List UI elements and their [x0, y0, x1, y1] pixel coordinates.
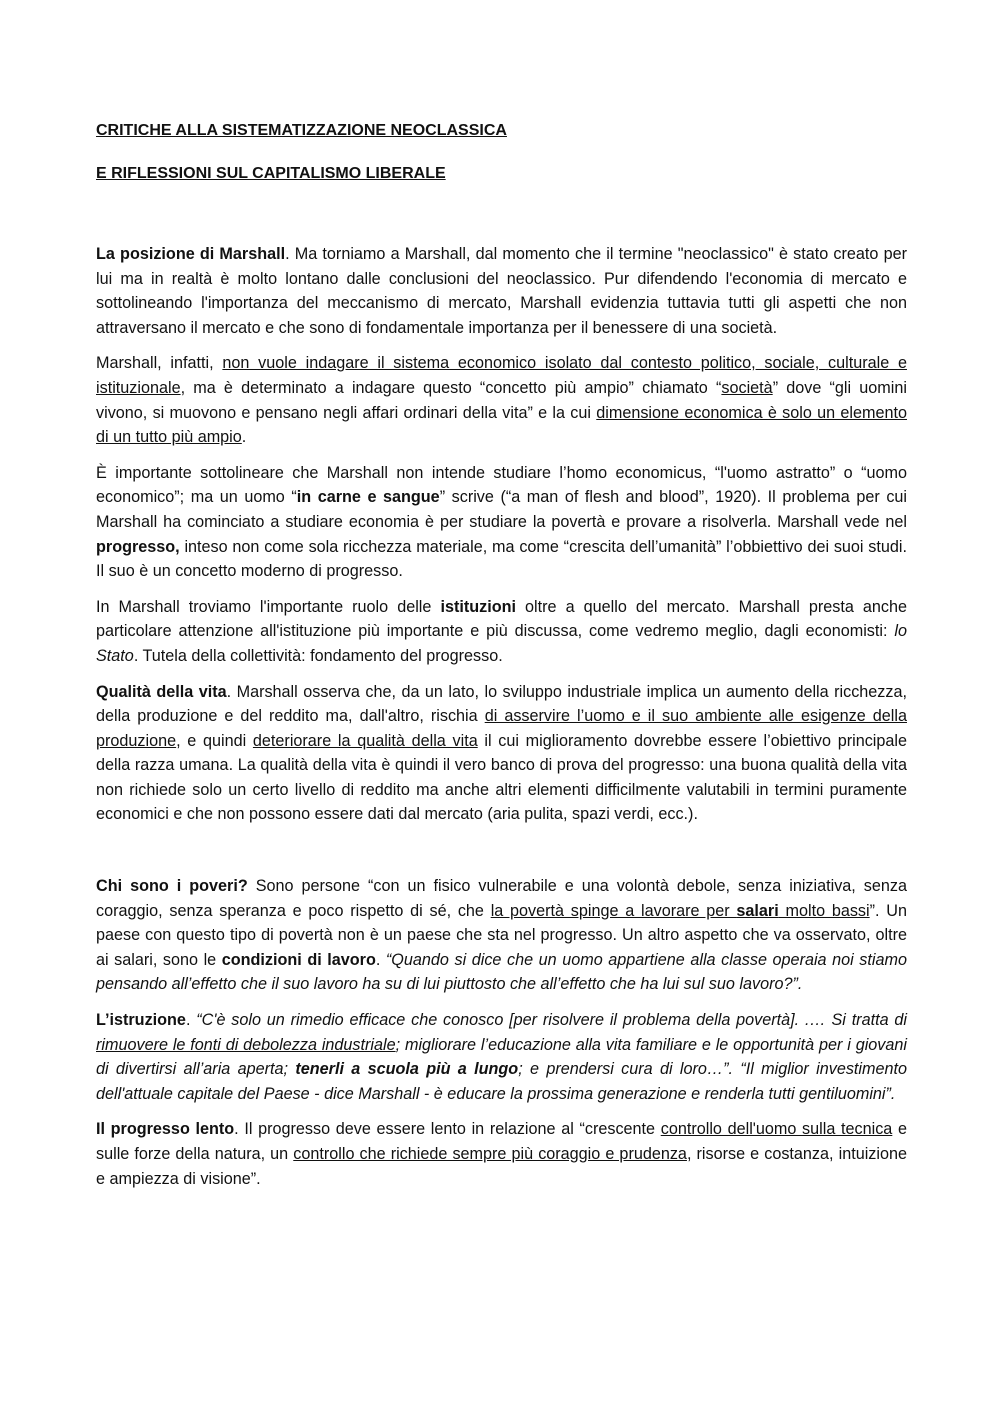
bold-text: istituzioni: [440, 597, 516, 616]
paragraph-homo-economicus: [96, 461, 907, 584]
section-heading: Qualità della vita: [96, 682, 227, 701]
bold-text: tenerli a scuola più a lungo: [295, 1060, 519, 1079]
underlined-text: non vuole indagare il sistema economico isolato dal contesto politico, sociale, culturale e istituzionale: [96, 354, 907, 397]
paragraph-text: In Marshall troviamo l'importante ruolo delle: [96, 597, 441, 616]
paragraph-institutions: [96, 595, 907, 669]
underlined-text: dimensione economica è solo un elemento di un tutto più ampio: [96, 403, 907, 447]
italic-text: [295, 1060, 518, 1078]
paragraph-marshall-position: [96, 242, 907, 340]
paragraph-text: inteso non come sola ricchezza materiale, ma come “crescita dell’umanità” l’obbiettivo dei suoi studi. Il suo è un concetto moderno di progresso.: [96, 537, 907, 581]
paragraph-education: [96, 1008, 907, 1106]
section-heading: Chi sono i poveri?: [96, 877, 248, 896]
underlined-text: molto bassi: [778, 901, 870, 920]
bold-text: condizioni di lavoro: [221, 950, 376, 969]
italic-text: ; e prendersi cura di loro…”. “Il miglior investimento dell'attuale capitale del Paese - dice Marshall - è educare la prossima generazione e renderla tutti gentiluomini”.: [96, 1060, 907, 1103]
paragraph-text: . Tutela della collettività: fondamento del progresso.: [133, 646, 503, 665]
italic-text: “Quando si dice che un uomo appartiene alla classe operaia noi stiamo pensando all’effetto che il suo lavoro ha su di lui piuttosto che all’effetto che ha lui sul suo lavoro?”.: [96, 950, 907, 994]
paragraph-text: È importante sottolineare che Marshall non intende studiare l’homo economicus, “l'uomo astratto” o “uomo economico”; ma un uomo “: [96, 463, 907, 507]
title-line-1: CRITICHE ALLA SISTEMATIZZAZIONE NEOCLASSICA: [96, 122, 507, 139]
underlined-text: deteriorare la qualità della vita: [252, 731, 478, 750]
underlined-text: rimuovere le fonti di debolezza industriale: [96, 1035, 396, 1054]
paragraph-society: [96, 351, 907, 449]
paragraph-text: . Ma torniamo a Marshall, dal momento che il termine "neoclassico" è stato creato per lui ma in realtà è molto lontano dalle conclusioni del neoclassico. Pur difendendo l'economia di mercato e sottolineando l'importanza del meccanismo di mercato, Marshall evidenzia tuttavia tutti gli aspetti che non attraversano il mercato e che sono di fondamentale importanza per il benessere di una società.: [96, 245, 907, 337]
paragraph-text: ” scrive (“a man of flesh and blood”, 1920). Il problema per cui Marshall ha cominciato a studiare economia è per studiare la povertà e provare a risolverla. Marshall vede nel: [96, 488, 908, 531]
italic-text: “C'è solo un rimedio efficace che conosco [per risolvere il problema della povertà]. .… Si tratta di: [196, 1011, 907, 1030]
underlined-text: di asservire l’uomo e il suo ambiente alle esigenze della produzione: [96, 707, 907, 750]
paragraph-text: .: [185, 1011, 197, 1030]
paragraph-text: . Il progresso deve essere lento in relazione al “crescente: [234, 1120, 661, 1139]
paragraph-quality-of-life: [96, 680, 907, 828]
document-title: [96, 118, 907, 187]
document-page: [96, 118, 907, 1202]
underlined-text: controllo dell'uomo sulla tecnica: [660, 1120, 893, 1139]
underlined-text: controllo che richiede sempre più coraggio e prudenza: [293, 1145, 687, 1163]
paragraph-text: . Marshall osserva che, da un lato, lo sviluppo industriale implica un aumento della ricchezza, della produzione e del reddito ma, dall'altro, rischia: [96, 682, 907, 726]
underlined-text: [736, 902, 778, 920]
section-heading: Il progresso lento: [96, 1120, 235, 1139]
paragraph-text: ”. Un paese con questo tipo di povertà non è un paese che sta nel progresso. Un altro aspetto che va osservato, oltre ai salari, sono le: [96, 901, 907, 969]
paragraph-text: .: [241, 428, 247, 447]
bold-text: salari: [736, 901, 779, 920]
section-heading: La posizione di Marshall: [96, 245, 286, 263]
paragraph-text: , risorse e costanza, intuizione e ampiezza di visione”.: [96, 1145, 907, 1188]
section-gap: [96, 838, 907, 874]
italic-text: lo Stato: [96, 622, 907, 665]
underlined-text: società: [721, 378, 773, 397]
paragraph-text: e sulle forze della natura, un: [96, 1120, 907, 1163]
italic-text: [96, 1036, 396, 1054]
italic-text: ; migliorare l’educazione alla vita familiare e le opportunità per i giovani di divertirsi all’aria aperta;: [96, 1035, 907, 1079]
paragraph-text: .: [375, 950, 386, 969]
paragraph-slow-progress: [96, 1117, 907, 1191]
underlined-text: la povertà spinge a lavorare per: [490, 901, 737, 920]
paragraph-text: , ma è determinato a indagare questo “concetto più ampio” chiamato “: [180, 378, 722, 397]
paragraph-text: il cui miglioramento dovrebbe essere l’obiettivo principale della razza umana. La qualità della vita è quindi il vero banco di prova del progresso: una buona qualità della vita non richiede solo un certo livello di reddito ma anche altri elementi difficilmente valutabili in termini puramente economici e che non possono essere dati dal mercato (aria pulita, spazi verdi, ecc.).: [96, 731, 908, 824]
section-heading: L’istruzione: [96, 1011, 186, 1030]
bold-text: progresso,: [96, 537, 180, 556]
paragraph-text: ” dove “gli uomini vivono, si muovono e pensano negli affari ordinari della vita” e la cui: [96, 378, 907, 422]
bold-text: in carne e sangue: [296, 488, 440, 507]
paragraph-text: , e quindi: [176, 731, 253, 750]
paragraph-text: oltre a quello del mercato. Marshall presta anche particolare attenzione all'istituzione più importante e più discussa, come vedremo meglio, dagli economisti:: [96, 597, 908, 641]
paragraph-the-poor: [96, 874, 907, 997]
paragraph-text: Marshall, infatti,: [96, 354, 223, 373]
paragraph-text: Sono persone “con un fisico vulnerabile e una volontà debole, senza iniziativa, senza coraggio, senza speranza e poco rispetto di sé, che: [96, 877, 908, 920]
title-line-2: E RIFLESSIONI SUL CAPITALISMO LIBERALE: [96, 165, 446, 182]
